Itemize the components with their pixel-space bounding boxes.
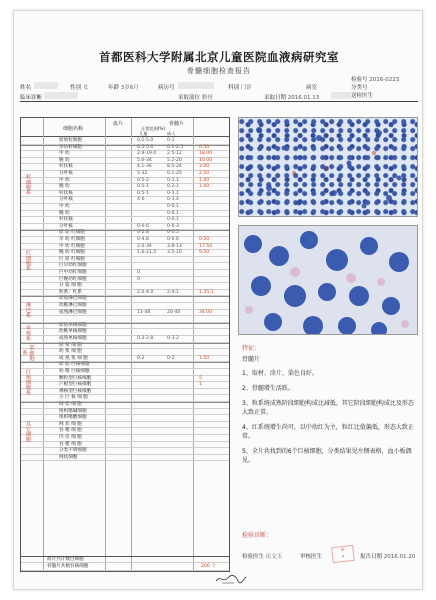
- record-no: 病历号: [158, 85, 175, 91]
- ref-child: 0.5-1: [137, 184, 149, 190]
- ref-child: 0.5-5.0: [137, 144, 154, 150]
- group-divider: [21, 296, 229, 297]
- table-row: [21, 204, 229, 211]
- handwritten-signature: [214, 573, 248, 585]
- reviewer: 审核医生: [300, 554, 323, 560]
- patient-age: 年龄 3岁6月: [108, 85, 139, 91]
- ref-adult: 0-0.1: [167, 204, 179, 209]
- micrograph-low-svg: [239, 118, 418, 217]
- ref-adult: 0-1.1: [167, 177, 179, 183]
- ref-adult: 5.2-20: [167, 157, 182, 163]
- finding-4: 4、红系统增生尚可，以中幼红为主，粒红比值偏低，形态大致正常。: [242, 424, 414, 440]
- finding-1: 1、取材、涂片、染色良好。: [242, 370, 318, 377]
- ref-child: 0-4.8: [137, 237, 149, 242]
- report-title: 骨髓细胞检查报告: [187, 67, 251, 75]
- ref-child: 2.0-34: [137, 243, 152, 249]
- ref-adult: 0-0.5: [167, 230, 179, 236]
- cell-name: 幼稚单核细胞: [59, 329, 87, 335]
- marrow-value: 1: [199, 382, 202, 388]
- cell-name: 中 幼: [59, 151, 70, 157]
- findings: [242, 343, 418, 465]
- ref-adult: 0-0.3: [167, 223, 179, 229]
- examiner: 检验医生 庆文玉: [242, 554, 283, 560]
- cell-count-table: [20, 117, 230, 572]
- group-divider: [21, 145, 229, 146]
- micrograph-high-svg: [239, 226, 418, 335]
- ref-child: 0.5-5.0: [137, 138, 154, 143]
- table-row: [21, 303, 229, 310]
- cell-name: 网 状 细 胞: [59, 421, 82, 427]
- ref-adult: 0.1-2.5: [167, 144, 184, 150]
- table-row: [21, 442, 229, 449]
- table-row: [21, 290, 229, 297]
- marrow-value: 0.50: [199, 144, 210, 150]
- group-label: 淋巴系: [25, 301, 31, 318]
- finding-5: 5、全片共找到的6个巨核细胞，分类结果见左侧表格，血小板偶见。: [242, 448, 412, 464]
- table-row: [21, 310, 229, 317]
- table-row: [21, 270, 229, 277]
- table-row: [21, 184, 229, 191]
- ref-adult: 8.5-24: [167, 164, 182, 170]
- group-divider: [21, 362, 229, 363]
- cell-name: 组织嗜酸细胞: [59, 415, 87, 421]
- ref-adult: 0-0.1: [167, 217, 179, 223]
- group-label: 单核系: [25, 324, 31, 341]
- table-row: [21, 422, 229, 429]
- cell-name: 颗粒型巨核细胞: [59, 375, 92, 381]
- cell-name: 分叶核: [59, 223, 73, 229]
- ref-adult: 3.8-13: [167, 243, 182, 249]
- table-row: [21, 428, 229, 435]
- col-child: 儿童: [139, 131, 148, 136]
- group-label: 其它细胞: [25, 421, 31, 443]
- ref-child: 0.3-2.8: [137, 336, 154, 341]
- ref-adult: 0.2-1: [167, 184, 179, 190]
- ref-adult: 3.5-10: [167, 250, 182, 256]
- table-row: [21, 382, 229, 389]
- cell-name: 原始淋巴细胞: [59, 296, 87, 302]
- ref-adult: 2.5-12: [167, 151, 182, 157]
- table-row: [21, 376, 229, 383]
- table-row: [21, 197, 229, 204]
- count-label: 骨髓片共数有核细胞: [47, 564, 89, 569]
- ref-adult: 0-3.2: [167, 336, 179, 341]
- table-row: [21, 257, 229, 264]
- test-no: 检验号 2016-0223: [351, 77, 400, 83]
- diagnosis-label: 检验诊断：: [242, 532, 273, 539]
- cell-name: 原始粒细胞: [59, 138, 82, 143]
- ref-child: 0-2.8: [137, 230, 149, 236]
- cell-name: 晚 幼: [59, 210, 70, 216]
- ref-child: 2.0-4.0: [137, 289, 154, 295]
- redacted-name: [34, 82, 58, 89]
- table-row: [21, 158, 229, 165]
- cell-name: 杆状核: [59, 217, 73, 223]
- count-row: [21, 556, 229, 563]
- col-blood: 血片: [113, 121, 124, 127]
- report-page: [13, 10, 423, 590]
- ward: 病室: [306, 85, 318, 91]
- group-label: 巨核细胞系: [25, 369, 31, 396]
- ref-child: 0.5-2: [137, 177, 149, 183]
- cell-name: 成熟淋巴细胞: [59, 309, 87, 315]
- group-divider: [21, 230, 229, 231]
- collect-date: 采取日期 2016.01.13: [264, 95, 320, 101]
- cell-name: 幼稚淋巴细胞: [59, 303, 87, 308]
- ref-child: 5.6-34: [137, 157, 152, 163]
- group-label: 浆细胞系: [21, 344, 35, 361]
- table-row: [21, 395, 229, 402]
- table-row: [21, 316, 229, 323]
- table-row: [21, 263, 229, 270]
- table-row: [21, 336, 229, 343]
- sample-site: 采取部位 髂骨: [178, 95, 213, 101]
- cell-name: 分叶核: [59, 197, 73, 203]
- table-row: [21, 237, 229, 244]
- cell-name: 巨晚幼红细胞: [59, 276, 87, 282]
- table-row: [21, 389, 229, 396]
- section-label: 骨髓片: [242, 356, 261, 363]
- ref-child: 2.9-19.0: [137, 151, 157, 157]
- cell-name: 杆状核: [59, 190, 73, 196]
- table-row: [21, 356, 229, 363]
- cell-name: 分类不明细胞: [59, 448, 87, 454]
- ref-adult: 0-2: [167, 355, 175, 361]
- feature-label: 特征：: [242, 345, 261, 352]
- marrow-value: 0.50: [199, 237, 210, 242]
- col-adult: 成人: [167, 131, 176, 136]
- header-divider: [20, 101, 418, 102]
- count-label: 血片共计数白细胞: [47, 557, 84, 562]
- cell-name: 杆状核: [59, 164, 73, 170]
- cell-name: 分叶核: [59, 171, 73, 176]
- dept: 科别 门诊: [228, 85, 252, 91]
- report-date: 报告日期 2016.01.20: [360, 554, 416, 560]
- ref-child: 0: [137, 276, 140, 282]
- cell-name: 网 状 细 胞: [59, 402, 82, 407]
- cell-name: 中 幼 红细胞: [59, 243, 85, 249]
- cell-name: 小 巨 核 细 胞: [59, 395, 88, 401]
- cell-name: 组织嗜碱细胞: [59, 408, 87, 414]
- cell-name: 分 裂 细 胞: [59, 283, 82, 289]
- table-row: [21, 191, 229, 198]
- ref-child: 0.5-1: [137, 190, 149, 196]
- finding-2: 2、骨髓增生活跃。: [242, 385, 294, 392]
- ref-child: 4.1-36: [137, 164, 152, 170]
- cell-name: 晚 幼: [59, 157, 70, 163]
- ref-adult: 0-0.6: [167, 237, 179, 242]
- cell-name: 早 幼 红细胞: [59, 237, 85, 242]
- col-ref: 正常范围(%): [141, 126, 165, 131]
- cell-name: 原 浆 细 胞: [59, 342, 82, 348]
- hospital-title: 首都医科大学附属北京儿童医院血液病研究室: [99, 50, 339, 64]
- marrow-value: 2.50: [199, 171, 210, 176]
- table-row: [21, 250, 229, 257]
- table-row: [21, 283, 229, 290]
- ref-child: 1.6-21.5: [137, 250, 157, 256]
- patient-gender: 性别 女: [70, 85, 89, 91]
- group-label: 粒细胞系: [25, 173, 31, 195]
- cell-name: 产板型巨核细胞: [59, 382, 92, 388]
- cell-name: 晚 幼 红细胞: [59, 250, 85, 256]
- table-row: [21, 369, 229, 376]
- ref-child: 0: [137, 270, 140, 275]
- cell-name: 原始单核细胞: [59, 322, 87, 328]
- cell-name: 巨早幼红细胞: [59, 263, 87, 269]
- marrow-value: 17.50: [199, 243, 213, 249]
- redacted-record: [178, 82, 214, 89]
- table-row: [21, 435, 229, 442]
- marrow-value: 9.50: [199, 250, 210, 256]
- table-row: [21, 415, 229, 422]
- marrow-value: 5: [199, 375, 202, 381]
- group-divider: [21, 323, 229, 324]
- cell-name: 早幼粒细胞: [59, 144, 82, 150]
- table-header: [21, 119, 229, 137]
- table-row: [21, 151, 229, 158]
- cell-name: 粒系：红系: [59, 289, 82, 295]
- marrow-value: 3.00: [199, 164, 210, 170]
- redacted-diagnosis: [44, 92, 78, 99]
- cell-name: 网状细胞: [59, 454, 78, 460]
- marrow-value: 1.00: [199, 184, 210, 190]
- patient-name: 姓名: [20, 85, 32, 91]
- ref-child: 11-48: [137, 309, 151, 315]
- ref-child: 4-6: [137, 197, 145, 203]
- marrow-value: 1.35:1: [199, 289, 214, 295]
- col-cell-name: 细胞名称: [63, 126, 84, 132]
- table-row: [21, 455, 229, 462]
- marrow-value: 1.00: [199, 177, 210, 183]
- count-row: [21, 564, 229, 571]
- table-row: [21, 138, 229, 145]
- finding-3: 3、粒系统成熟阶段细胞构成比减低，其它阶段细胞构成比及形态大致正常。: [242, 400, 414, 416]
- table-row: [21, 448, 229, 455]
- table-row: [21, 244, 229, 251]
- cell-name: 幼 稚 巨核细胞: [59, 369, 90, 374]
- ref-adult: 0-1: [167, 138, 175, 143]
- table-row: [21, 178, 229, 185]
- cell-name: 原 始 红细胞: [59, 230, 85, 236]
- table-row: [21, 349, 229, 356]
- ref-child: 0-0.6: [137, 223, 149, 229]
- cell-name: 吞 噬 细 胞: [59, 441, 82, 447]
- table-row: [21, 277, 229, 284]
- ref-adult: 2-4:1: [167, 289, 179, 295]
- col-marrow: 骨髓片: [169, 121, 185, 127]
- table-row: [21, 217, 229, 224]
- submit-doctor: 送检医生: [351, 93, 374, 99]
- table-row: [21, 224, 229, 231]
- table-row: [21, 171, 229, 178]
- marrow-value: 18.00: [199, 151, 213, 157]
- table-row: [21, 211, 229, 218]
- redacted-code: [331, 92, 351, 99]
- ref-child: 0-2: [137, 355, 145, 361]
- category-no: 分类号: [351, 85, 368, 91]
- cell-name: 巨中幼红细胞: [59, 270, 87, 275]
- ref-adult: 0-3.4: [167, 197, 179, 203]
- cell-name: 晚 幼: [59, 184, 70, 190]
- cell-name: 巨 原 红细胞: [59, 256, 85, 262]
- ref-adult: 0.1-25: [167, 171, 182, 176]
- group-divider: [21, 402, 229, 403]
- cell-name: 成 熟 浆 细 胞: [59, 355, 88, 361]
- micrograph-low-power: [238, 117, 418, 217]
- micrograph-high-power: [238, 225, 418, 335]
- cell-name: 中 幼: [59, 177, 70, 183]
- group-divider: [21, 343, 229, 344]
- group-label: 红细胞系: [25, 249, 31, 271]
- ref-adult: 0-1.1: [167, 190, 179, 196]
- cell-name: 裸核型巨核细胞: [59, 388, 92, 394]
- cell-name: 内 皮 细 胞: [59, 435, 82, 440]
- clinical-diagnosis: 临床诊断: [20, 95, 43, 101]
- count-value: 200 个: [201, 564, 216, 569]
- ref-adult: 20-40: [167, 309, 181, 315]
- marrow-value: 1.50: [199, 355, 210, 361]
- ref-child: 5-32: [137, 171, 148, 176]
- table-row: [21, 164, 229, 171]
- table-row: [21, 409, 229, 416]
- cell-name: 吞 噬 细 胞: [59, 428, 82, 434]
- cell-name: 原 始 巨核细胞: [59, 362, 90, 368]
- marrow-value: 34.00: [199, 309, 213, 315]
- cell-name: 幼 浆 细 胞: [59, 349, 82, 355]
- cell-name: 中 幼: [59, 204, 70, 209]
- cell-name: 成熟单核细胞: [59, 336, 87, 341]
- marrow-value: 10.00: [199, 157, 213, 163]
- ref-adult: 0-0.1: [167, 210, 179, 216]
- table-row: [21, 329, 229, 336]
- reviewer-stamp: ⊕ ✦: [331, 545, 355, 563]
